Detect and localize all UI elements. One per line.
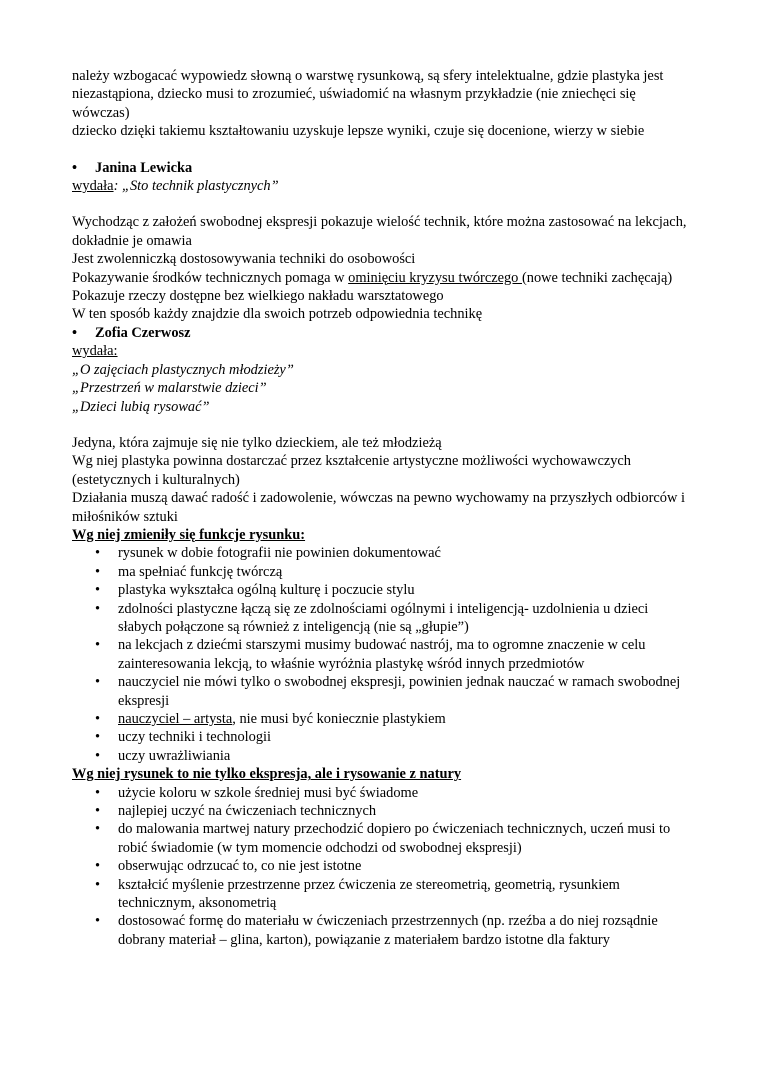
- text-segment: (nowe techniki zachęcają): [521, 269, 673, 286]
- text-segment: , nie musi być koniecznie plastykiem: [232, 711, 446, 727]
- lewicka-publication: [72, 177, 690, 195]
- published-label: wydała: [72, 178, 114, 195]
- book-title: „O zajęciach plastycznych młodzieży”: [72, 361, 294, 378]
- text-segment: Pokazywanie środków technicznych pomaga w: [72, 269, 349, 286]
- lewicka-line-4: Pokazuje rzeczy dostępne bez wielkiego nakładu warsztatowego: [72, 288, 444, 305]
- list-item: • plastyka wykształca ogólną kulturę i poczucie stylu: [72, 581, 690, 599]
- nature-list: [72, 784, 690, 950]
- list-item: • obserwując odrzucać to, co nie jest istotne: [72, 857, 690, 875]
- list-item: • uczy techniki i technologii: [72, 728, 690, 746]
- underlined-phrase: nauczyciel – artysta: [118, 711, 233, 727]
- list-item: • kształcić myślenie przestrzenne przez ćwiczenia ze stereometrią, geometrią, rysunkiem technicznym, aksonometrią: [72, 876, 690, 913]
- list-item: [72, 710, 690, 728]
- lewicka-line-3: [72, 269, 690, 287]
- list-item: • zdolności plastyczne łączą się ze zdolnościami ogólnymi i inteligencją- uzdolnienia u dzieci słabych połączone są również z inteligencją (nie są „głupie”): [72, 600, 690, 637]
- list-item: • dostosować formę do materiału w ćwiczeniach przestrzennych (np. rzeźba a do niej rozsądnie dobrany materiał – glina, karton), powiązanie z materiałem bardzo istotne dla faktury: [72, 912, 690, 949]
- czerwosz-line-2: Wg niej plastyka powinna dostarczać przez kształcenie artystyczne możliwości wychowawczych (estetycznych i kulturalnych): [72, 453, 632, 488]
- list-item: • użycie koloru w szkole średniej musi być świadome: [72, 784, 690, 802]
- author-heading-lewicka: • Janina Lewicka: [72, 159, 690, 177]
- spacer: [72, 195, 690, 213]
- intro-paragraph-1: należy wzbogacać wypowiedz słowną o warstwę rysunkową, są sfery intelektualne, gdzie plastyka jest niezastąpiona, dziecko musi to zrozumieć, uświadomić na własnym przykładzie (nie zniechęci się wówczas): [72, 68, 664, 121]
- list-item: • do malowania martwej natury przechodzić dopiero po ćwiczeniach technicznych, uczeń musi to robić świadomie (w tym momencie odchodzi od swobodnej ekspresji): [72, 820, 690, 857]
- book-title: „Sto technik plastycznych”: [121, 178, 279, 195]
- czerwosz-published-label: wydała:: [72, 343, 118, 360]
- list-item: • ma spełniać funkcję twórczą: [72, 563, 690, 581]
- nature-heading: Wg niej rysunek to nie tylko ekspresja, ale i rysowanie z natury: [72, 766, 462, 783]
- lewicka-line-2: Jest zwolenniczką dostosowywania techniki do osobowości: [72, 251, 416, 268]
- list-item: • najlepiej uczyć na ćwiczeniach technicznych: [72, 802, 690, 820]
- list-item: • uczy uwrażliwiania: [72, 747, 690, 765]
- lewicka-line-5: W ten sposób każdy znajdzie dla swoich potrzeb odpowiednia technikę: [72, 306, 483, 323]
- list-item: • nauczyciel nie mówi tylko o swobodnej ekspresji, powinien jednak nauczać w ramach swobodnej ekspresji: [72, 673, 690, 710]
- author-heading-czerwosz: • Zofia Czerwosz: [72, 324, 690, 342]
- underlined-phrase: ominięciu kryzysu twórczego: [348, 269, 522, 286]
- spacer: [72, 416, 690, 434]
- spacer: [72, 141, 690, 159]
- lewicka-line-1: Wychodząc z założeń swobodnej ekspresji pokazuje wielość technik, które można zastosować na lekcjach, dokładnie je omawia: [72, 214, 687, 249]
- intro-paragraph-2: dziecko dzięki takiemu kształtowaniu uzyskuje lepsze wyniki, czuje się docenione, wierzy w siebie: [72, 123, 645, 140]
- functions-list: [72, 544, 690, 765]
- list-item: • rysunek w dobie fotografii nie powinien dokumentować: [72, 544, 690, 562]
- book-title: „Przestrzeń w malarstwie dzieci”: [72, 380, 267, 397]
- published-sep: :: [113, 178, 122, 195]
- list-item: • na lekcjach z dziećmi starszymi musimy budować nastrój, ma to ogromne znaczenie w celu zainteresowania lekcją, to właśnie wyróżnia plastykę wśród innych przedmiotów: [72, 636, 690, 673]
- functions-heading: Wg niej zmieniły się funkcje rysunku:: [72, 526, 306, 543]
- czerwosz-line-1: Jedyna, która zajmuje się nie tylko dzieckiem, ale też młodzieżą: [72, 434, 442, 451]
- czerwosz-line-3: Działania muszą dawać radość i zadowolenie, wówczas na pewno wychowamy na przyszłych odbiorców i miłośników sztuki: [72, 490, 685, 525]
- book-title: „Dzieci lubią rysować”: [72, 398, 210, 415]
